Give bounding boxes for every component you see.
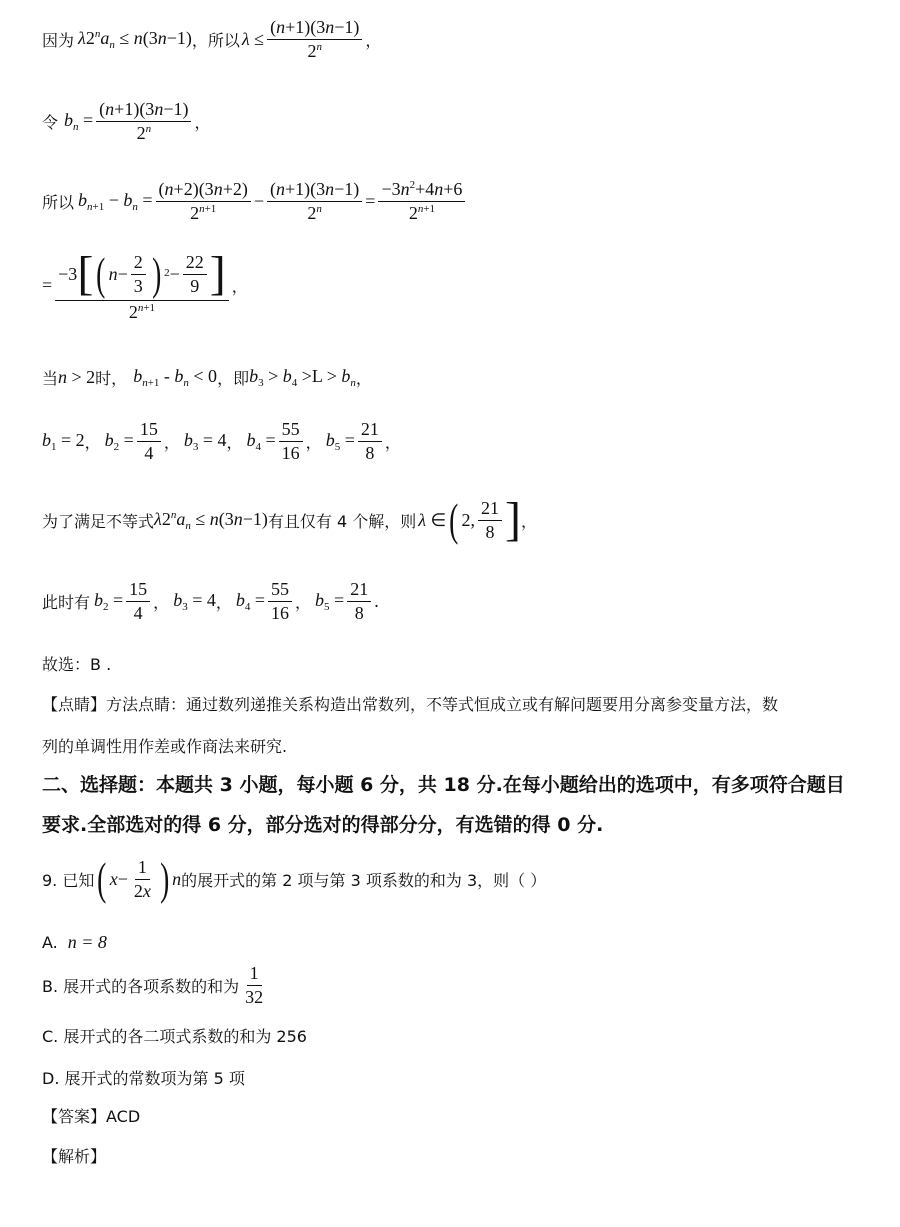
line-7: 为了满足不等式 $\lambda 2^na_n \le n(3n-1)$ 有且仅有 4 个解，则 λ ∈ ( 2, $\frac{21}{8}$ ] ，	[42, 493, 538, 546]
b4-num: 55	[279, 420, 303, 442]
option-b-den: 32	[245, 986, 264, 1007]
line-10: 【点睛】方法点睛：通过数列递推关系构造出常数列，不等式恒成立或有解问题要用分离参变量方法，数	[42, 695, 779, 714]
line-9: 故选：B .	[42, 655, 112, 674]
line-11: 列的单调性用作差或作商法来研究.	[42, 737, 288, 756]
option-a-expr: n = 8	[67, 932, 107, 952]
analysis: 【解析】	[42, 1147, 107, 1166]
b5-num: 21	[358, 420, 382, 442]
option-b	[42, 964, 269, 1007]
text: 令	[42, 112, 59, 132]
option-b-num: 1	[247, 964, 262, 986]
question-9: 9. 已知 ( x− $\frac{1}{2x}$ ) n 的展开式的第 2 项与第 3 项系数的和为 3，则（ ）	[42, 853, 547, 904]
line-4: = −3 [ ( n − $\frac{2}{3}$ ) 2 − $\frac{22}{9}$ ] $2^{n+1}$ ，	[42, 247, 248, 322]
line-8: 此时有 $b_2$ = $\frac{15}{4}$ ， $b_3 = 4$ ， $b_4$ = $\frac{55}{16}$ ， $b_5$ = $\frac{21}{8}$ .	[42, 579, 379, 623]
q9-prefix: 9. 已知	[42, 870, 95, 890]
text: 此时有	[42, 592, 91, 612]
section-title-1: 二、选择题：本题共 3 小题，每小题 6 分，共 18 分.在每小题给出的选项中，有多项符合题目	[42, 774, 845, 796]
option-c: C. 展开式的各二项式系数的和为 256	[42, 1027, 307, 1046]
q9-suffix: 的展开式的第 2 项与第 3 项系数的和为 3，则（ ）	[181, 870, 547, 890]
section-title-2: 要求.全部选对的得 6 分，部分选对的得部分分，有选错的得 0 分.	[42, 814, 604, 836]
text: ，所以	[191, 30, 240, 50]
option-d: D. 展开式的常数项为第 5 项	[42, 1069, 245, 1088]
b5-den: 8	[365, 442, 375, 463]
line-1: 因为 $\lambda 2^na_n \le n(3n-1)$ ，所以 λ ≤ $\frac{(n+1)(3n-1)}{2^n}$ ，	[42, 17, 382, 61]
line-5: 当 n > 2 时， $b_{n+1} - b_n < 0$ ，即 $b_3 > b_4 >L > b_n$ ，	[42, 366, 372, 389]
line-2: 令 $b_n$ = $\frac{(n+1)(3n-1)}{2^n}$ ，	[42, 99, 211, 143]
text: 因为	[42, 30, 75, 50]
text: 时，	[95, 369, 128, 388]
b4-den: 16	[281, 442, 300, 463]
line-3: 所以 $b_{n+1} - b_n$ = $\frac{(n+2)(3n+2)}{2^{n+1}}$ − $\frac{(n+1)(3n-1)}{2^n}$ = $\frac{-3n^2+4n+6}{2^{n+1}}$	[42, 180, 468, 223]
b2-num: 15	[137, 420, 161, 442]
b2-den: 4	[144, 442, 154, 463]
answer: 【答案】ACD	[42, 1107, 141, 1126]
text: ，即	[217, 369, 250, 388]
option-b-text: B. 展开式的各项系数的和为	[42, 976, 240, 996]
option-a-label: A.	[42, 933, 58, 952]
text: 所以	[42, 192, 75, 212]
option-a	[42, 932, 107, 953]
text: 有且仅有 4 个解，则	[267, 511, 417, 531]
line-6: $b_1 = 2$ ， $b_2$ = $\frac{15}{4}$ ， $b_3 = 4$ ， $b_4$ = $\frac{55}{16}$ ， $b_5$ = $\frac{21}{8}$ ，	[42, 419, 401, 463]
text: 为了满足不等式	[42, 511, 155, 531]
text: 当	[42, 369, 59, 388]
